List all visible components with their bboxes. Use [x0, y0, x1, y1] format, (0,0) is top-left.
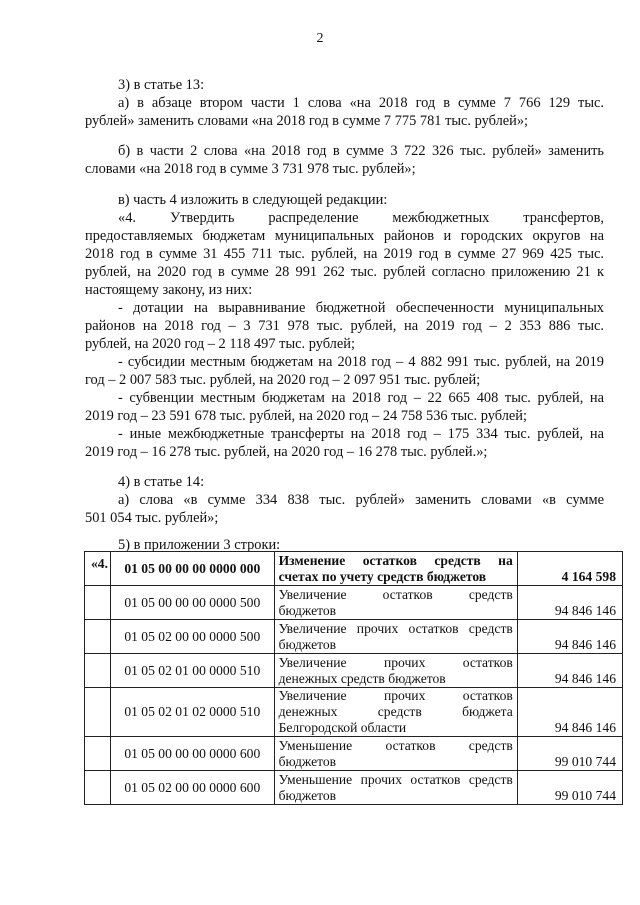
description-line: Увеличение остатков средств	[278, 587, 513, 602]
row-mark	[85, 688, 111, 737]
row-description	[274, 620, 517, 654]
table-row	[85, 688, 623, 737]
paragraph-line: рублей» заменить словами «на 2018 год в сумме 7 775 781 тыс. рублей»;	[85, 113, 529, 129]
table-row	[85, 552, 623, 586]
row-mark	[85, 654, 111, 688]
table-row	[85, 620, 623, 654]
page-number: 2	[316, 31, 324, 46]
paragraph-line: б) в части 2 слова «на 2018 год в сумме 3 722 326 тыс. рублей» заменить	[118, 143, 604, 159]
budget-code: 01 05 02 01 02 0000 510	[111, 688, 275, 737]
paragraph-line: - субсидии местным бюджетам на 2018 год – 4 882 991 тыс. рублей, на 2019	[118, 354, 604, 370]
item-5-heading: 5) в приложении 3 строки:	[118, 537, 281, 553]
description-line: денежных средств бюджета	[278, 704, 513, 719]
row-description	[274, 552, 517, 586]
row-description	[274, 586, 517, 620]
budget-code: 01 05 00 00 00 0000 000	[111, 552, 275, 586]
budget-sources-table	[84, 551, 623, 805]
row-description	[274, 771, 517, 805]
paragraph-line: год – 2 007 583 тыс. рублей, на 2020 год – 2 097 951 тыс. рублей;	[85, 372, 481, 388]
description-line: бюджетов	[278, 603, 337, 618]
paragraph-line: 2019 год – 23 591 678 тыс. рублей, на 2020 год – 24 758 536 тыс. рублей;	[85, 408, 527, 424]
item-3-heading: 3) в статье 13:	[118, 77, 205, 93]
amount: 99 010 744	[517, 771, 622, 805]
paragraph-line: - иные межбюджетные трансферты на 2018 год – 175 334 тыс. рублей, на	[118, 426, 604, 442]
amount: 94 846 146	[517, 688, 622, 737]
budget-code: 01 05 02 00 00 0000 500	[111, 620, 275, 654]
description-line: денежных средств бюджетов	[278, 671, 446, 686]
paragraph-line: - дотации на выравнивание бюджетной обеспеченности муниципальных	[118, 300, 604, 316]
description-line: счетах по учету средств бюджетов	[278, 569, 487, 584]
paragraph-line: районов на 2018 год – 3 731 978 тыс. рублей, на 2019 год – 2 353 886 тыс.	[85, 318, 604, 334]
paragraph-line: предоставляемых бюджетам муниципальных районов и городских округов на	[85, 228, 604, 244]
paragraph-line: настоящему закону, из них:	[85, 282, 253, 298]
paragraph-line: рублей, на 2020 год в сумме 28 991 262 тыс. рублей согласно приложению 21 к	[85, 264, 604, 280]
row-mark	[85, 586, 111, 620]
table-row	[85, 586, 623, 620]
paragraph-line: рублей, на 2020 год – 2 118 497 тыс. рублей;	[85, 336, 355, 352]
paragraph-line: 2019 год – 16 278 тыс. рублей, на 2020 год – 16 278 тыс. рублей.»;	[85, 444, 488, 460]
amount: 94 846 146	[517, 620, 622, 654]
table-row	[85, 654, 623, 688]
budget-code: 01 05 02 01 00 0000 510	[111, 654, 275, 688]
table-row	[85, 737, 623, 771]
row-mark	[85, 620, 111, 654]
description-line: бюджетов	[278, 637, 337, 652]
amount: 4 164 598	[517, 552, 622, 586]
description-line: Уменьшение прочих остатков средств	[278, 772, 513, 787]
paragraph-line: 501 054 тыс. рублей»;	[85, 510, 219, 526]
item-4-heading: 4) в статье 14:	[118, 474, 205, 490]
budget-code: 01 05 02 00 00 0000 600	[111, 771, 275, 805]
row-description	[274, 654, 517, 688]
row-mark	[85, 737, 111, 771]
row-mark: «4.	[85, 552, 111, 586]
amount: 94 846 146	[517, 654, 622, 688]
budget-code: 01 05 00 00 00 0000 600	[111, 737, 275, 771]
table-row	[85, 771, 623, 805]
amount: 94 846 146	[517, 586, 622, 620]
paragraph-line: 2018 год в сумме 31 455 711 тыс. рублей, на 2019 год в сумме 27 969 425 тыс.	[85, 246, 604, 262]
description-line: бюджетов	[278, 788, 337, 803]
description-line: Увеличение прочих остатков	[278, 688, 513, 703]
row-mark	[85, 771, 111, 805]
description-line: бюджетов	[278, 754, 337, 769]
amount: 99 010 744	[517, 737, 622, 771]
row-description	[274, 737, 517, 771]
description-line: Увеличение прочих остатков средств	[278, 621, 513, 636]
description-line: Уменьшение остатков средств	[278, 738, 513, 753]
paragraph-line: - субвенции местным бюджетам на 2018 год – 22 665 408 тыс. рублей, на	[118, 390, 604, 406]
budget-code: 01 05 00 00 00 0000 500	[111, 586, 275, 620]
description-line: Белгородской области	[278, 720, 407, 735]
description-line: Изменение остатков средств на	[278, 553, 513, 568]
description-line: Увеличение прочих остатков	[278, 655, 513, 670]
paragraph-line: а) слова «в сумме 334 838 тыс. рублей» заменить словами «в сумме	[118, 492, 604, 508]
paragraph-line: «4. Утвердить распределение межбюджетных трансфертов,	[118, 210, 604, 226]
paragraph-line: в) часть 4 изложить в следующей редакции:	[118, 192, 388, 208]
row-description	[274, 688, 517, 737]
paragraph-line: словами «на 2018 год в сумме 3 731 978 тыс. рублей»;	[85, 161, 416, 177]
paragraph-line: а) в абзаце втором части 1 слова «на 2018 год в сумме 7 766 129 тыс.	[118, 95, 604, 111]
